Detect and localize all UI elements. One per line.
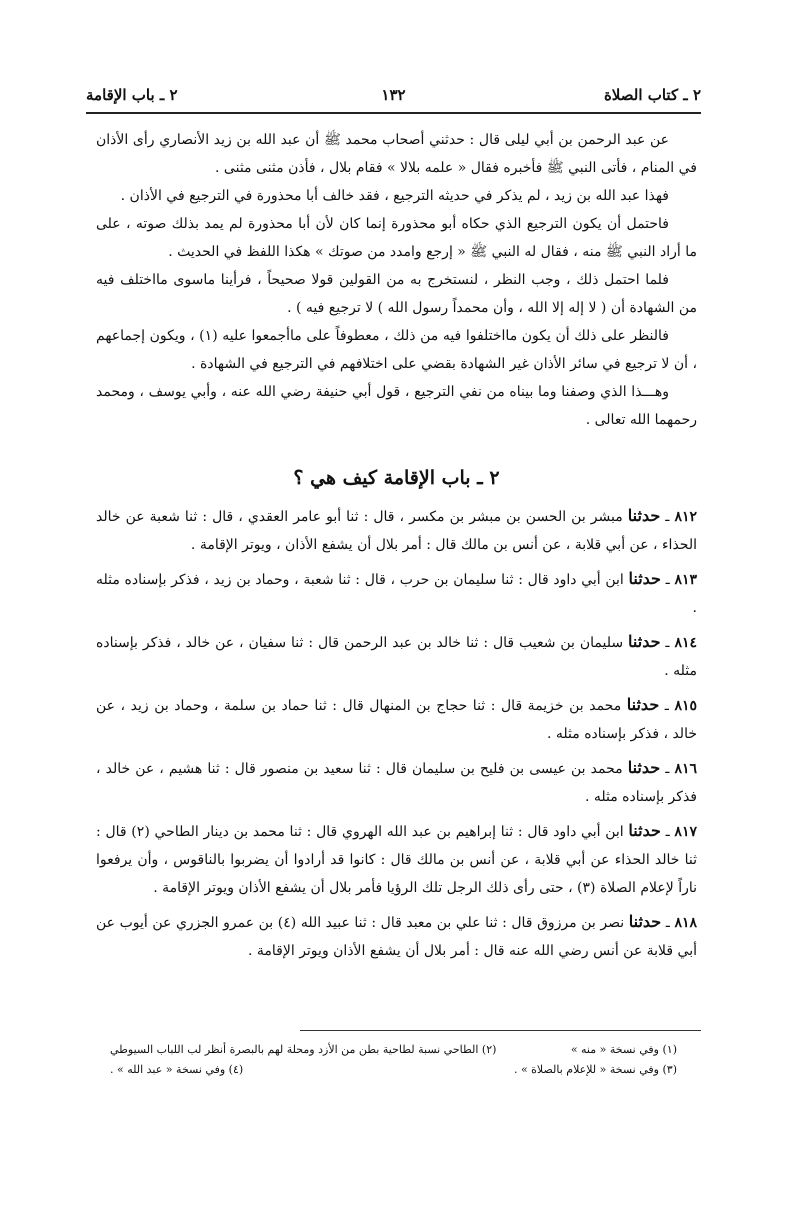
hadith-word: حدثنا — [628, 569, 661, 588]
footnotes — [110, 1040, 677, 1080]
hadith-entry: ٨١٤ ـ حدثنا سليمان بن شعيب قال : ثنا خالد بن عبد الرحمن قال : ثنا سفيان ، عن خالد ، فذكر بإسناده مثله . — [96, 632, 698, 679]
hadith-word: حدثنا — [627, 758, 661, 777]
hadith-text: مبشر بن الحسن بن مبشر بن مكسر ، قال : ثنا أبو عامر العقدي ، قال : ثنا شعبة عن خالد الحذاء ، عن أبي قلابة ، عن أنس بن مالك قال : أمر بلال أن يشفع الأذان ، ويوتر الإقامة . — [96, 509, 697, 553]
hadith-word: حدثنا — [628, 821, 661, 840]
hadith-text: محمد بن عيسى بن فليح بن سليمان قال : ثنا سعيد بن منصور قال : ثنا هشيم ، عن خالد ، فذكر بإسناده مثله . — [96, 761, 697, 805]
hadith-number: ٨١٦ — [674, 761, 697, 777]
hadith-number: ٨١٣ — [674, 572, 697, 588]
page-body — [96, 126, 697, 971]
paragraph: عن عبد الرحمن بن أبي ليلى قال : حدثني أصحاب محمد ﷺ أن عبد الله بن زيد الأنصاري رأى الأذان في المنام ، فأتى النبي ﷺ فأخبره فقال « علمه بلالا » فقام بلال ، فأذن مثنى مثنى . — [96, 132, 697, 176]
section-heading: ٢ ـ باب الإقامة كيف هي ؟ — [293, 467, 500, 489]
paragraph: فهذا عبد الله بن زيد ، لم يذكر في حديثه الترجيع ، فقد خالف أبا محذورة في الترجيع في الأذان . — [120, 188, 669, 204]
footnote: (٢) الطاحي نسبة لطاحية بطن من الأزد ومحلة لهم بالبصرة أنظر لب اللباب السيوطي — [110, 1043, 497, 1056]
hadith-number: ٨١٤ — [674, 635, 698, 651]
hadith-word: حدثنا — [628, 912, 662, 931]
hadith-text: سليمان بن شعيب قال : ثنا خالد بن عبد الرحمن قال : ثنا سفيان ، عن خالد ، فذكر بإسناده مثله . — [96, 635, 697, 679]
chapter-title: ٢ ـ كتاب الصلاة — [603, 86, 701, 104]
hadith-entry: ٨١٢ ـ حدثنا مبشر بن الحسن بن مبشر بن مكسر ، قال : ثنا أبو عامر العقدي ، قال : ثنا شعبة عن خالد الحذاء ، عن أبي قلابة ، عن أنس بن مالك قال : أمر بلال أن يشفع الأذان ، ويوتر الإقامة . — [96, 506, 697, 553]
hadith-entry: ٨١٥ ـ حدثنا محمد بن خزيمة قال : ثنا حجاج بن المنهال قال : ثنا حماد بن سلمة ، وحماد بن زيد ، عن خالد ، فذكر بإسناده مثله . — [96, 695, 697, 742]
hadith-entry: ٨١٣ ـ حدثنا ابن أبي داود قال : ثنا سليمان بن حرب ، قال : ثنا شعبة ، وحماد بن زيد ، فذكر بإسناده مثله . — [96, 569, 697, 616]
hadith-word: حدثنا — [628, 632, 661, 651]
section-title-header: ٢ ـ باب الإقامة — [86, 86, 178, 104]
footnote-row — [110, 1040, 677, 1060]
hadith-text: ابن أبي داود قال : ثنا سليمان بن حرب ، قال : ثنا شعبة ، وحماد بن زيد ، فذكر بإسناده مثله . — [96, 572, 697, 616]
page-number: ١٣٢ — [381, 86, 406, 104]
footnote: (٣) وفي نسخة « للإعلام بالصلاة » . — [513, 1063, 677, 1076]
hadith-number: ٨١٢ — [674, 509, 697, 525]
paragraph: فاحتمل أن يكون الترجيع الذي حكاه أبو محذورة إنما كان لأن أبا محذورة لم يمد بذلك صوته ، على ما أراد النبي ﷺ منه ، فقال له النبي ﷺ « إرجع وامدد من صوتك » هكذا اللفظ في الحديث . — [96, 216, 697, 260]
hadith-text: نصر بن مرزوق قال : ثنا علي بن معبد قال : ثنا عبيد الله (٤) بن عمرو الجزري عن أيوب عن أبي قلابة عن أنس رضي الله عنه قال : أمر بلال أن يشفع الأذان ويوتر الإقامة . — [96, 915, 697, 959]
hadith-entry: ٨١٦ ـ حدثنا محمد بن عيسى بن فليح بن سليمان قال : ثنا سعيد بن منصور قال : ثنا هشيم ، عن خالد ، فذكر بإسناده مثله . — [96, 758, 697, 805]
hadith-number: ٨١٥ — [674, 698, 697, 714]
hadith-entry: ٨١٨ ـ حدثنا نصر بن مرزوق قال : ثنا علي بن معبد قال : ثنا عبيد الله (٤) بن عمرو الجزري عن أيوب عن أبي قلابة عن أنس رضي الله عنه قال : أمر بلال أن يشفع الأذان ويوتر الإقامة . — [96, 912, 697, 959]
hadith-number: ٨١٧ — [674, 824, 697, 840]
paragraph: وهـــذا الذي وصفنا وما بيناه من نفي الترجيع ، قول أبي حنيفة رضي الله عنه ، وأبي يوسف ، ومحمد رحمهما الله تعالى . — [96, 384, 697, 428]
hadith-text: ابن أبي داود قال : ثنا إبراهيم بن عبد الله الهروي قال : ثنا محمد بن دينار الطاحي (٢) قال : ثنا خالد الحذاء عن أبي قلابة ، عن أنس بن مالك قال : كانوا قد أرادوا أن يضربوا بالناقوس ، وأن يرفعوا ناراً لإعلام الصلاة (٣) ، حتى رأى ذلك الرجل تلك الرؤيا فأمر بلال أن يشفع الأذان ويوتر الإقامة . — [96, 824, 697, 896]
hadith-number: ٨١٨ — [674, 915, 697, 931]
page-header — [86, 82, 701, 110]
footnote: (٤) وفي نسخة « عبد الله » . — [110, 1063, 244, 1076]
paragraph: فلما احتمل ذلك ، وجب النظر ، لنستخرج به من القولين قولا صحيحاً ، فرأينا ماسوى مااختلف فيه من الشهادة أن ( لا إله إلا الله ، وأن محمداً رسول الله ) لا ترجيع فيه ) . — [96, 272, 697, 316]
hadith-text: محمد بن خزيمة قال : ثنا حجاج بن المنهال قال : ثنا حماد بن سلمة ، وحماد بن زيد ، عن خالد ، فذكر بإسناده مثله . — [96, 698, 697, 742]
hadith-entry: ٨١٧ ـ حدثنا ابن أبي داود قال : ثنا إبراهيم بن عبد الله الهروي قال : ثنا محمد بن دينار الطاحي (٢) قال : ثنا خالد الحذاء عن أبي قلابة ، عن أنس بن مالك قال : كانوا قد أرادوا أن يضربوا بالناقوس ، وأن يرفعوا ناراً لإعلام الصلاة (٣) ، حتى رأى ذلك الرجل تلك الرؤيا فأمر بلال أن يشفع الأذان ويوتر الإقامة . — [96, 821, 697, 896]
footnote: (١) وفي نسخة « منه » — [570, 1043, 677, 1056]
hadith-word: حدثنا — [626, 695, 660, 714]
hadith-word: حدثنا — [627, 506, 661, 525]
footnote-rule — [300, 1030, 701, 1031]
paragraph: فالنظر على ذلك أن يكون مااختلفوا فيه من ذلك ، معطوفاً على ماأجمعوا عليه (١) ، ويكون إجماعهم ، أن لا ترجيع في سائر الأذان غير الشهادة بقضي على اختلافهم في الترجيع في الشهادة . — [96, 328, 697, 372]
header-rule — [86, 112, 701, 114]
footnote-row — [110, 1060, 677, 1080]
